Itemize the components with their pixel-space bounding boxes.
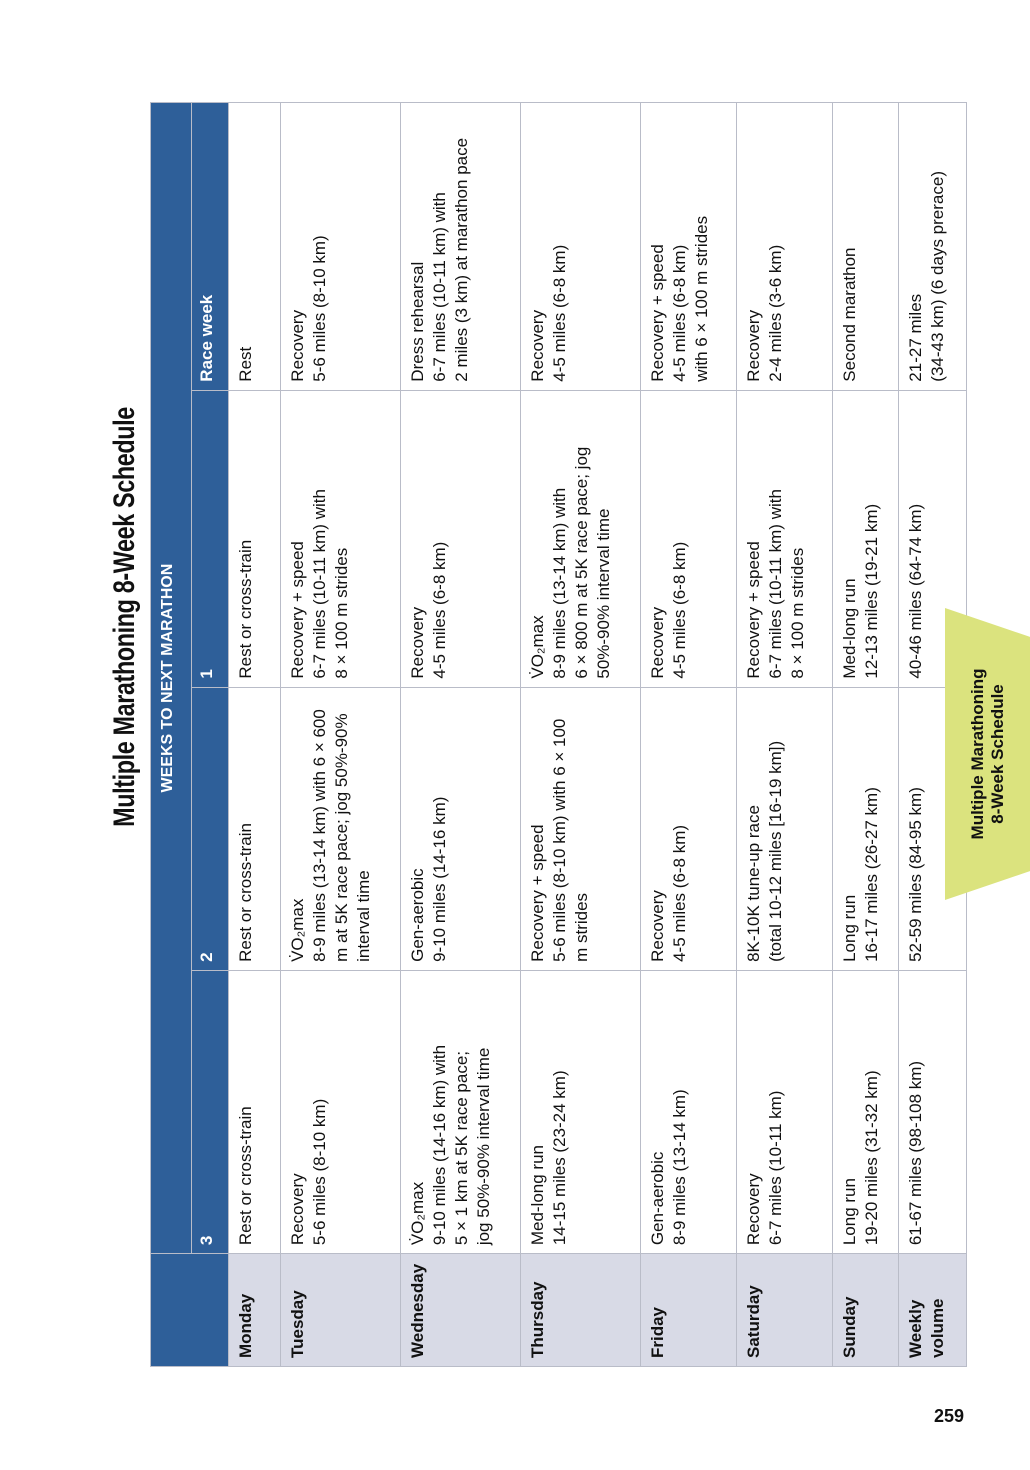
- cell-line: 21-27 miles: [906, 293, 925, 382]
- schedule-cell: [899, 970, 967, 1253]
- schedule-cell: [833, 970, 899, 1253]
- cell-line: 9-10 miles (14-16 km): [430, 796, 449, 962]
- table-row: [401, 103, 521, 1367]
- page-title: Multiple Marathoning 8-Week Schedule: [108, 407, 141, 827]
- cell-line: 4-5 miles (6-8 km): [670, 244, 689, 382]
- day-label: Thursday: [521, 1254, 641, 1367]
- cell-line: 8-9 miles (13-14 km) with: [550, 487, 569, 679]
- cell-line: 4-5 miles (6-8 km): [670, 541, 689, 679]
- schedule-cell: [737, 970, 833, 1253]
- cell-line: 16-17 miles (26-27 km): [862, 787, 881, 962]
- chapter-tab-label: [948, 608, 1028, 900]
- schedule-cell: [521, 390, 641, 687]
- cell-line: Rest or cross-train: [236, 539, 255, 679]
- schedule-cell: [641, 970, 737, 1253]
- cell-line: m strides: [572, 892, 591, 962]
- cell-line: Recovery: [648, 606, 667, 679]
- day-label: Sunday: [833, 1254, 899, 1367]
- cell-line: Rest: [236, 346, 255, 382]
- schedule-cell: [833, 103, 899, 391]
- cell-line: 6-7 miles (10-11 km) with: [430, 192, 449, 382]
- cell-line: Dress rehearsal: [408, 261, 427, 382]
- day-label: Wednesday: [401, 1254, 521, 1367]
- rotated-table-block: [100, 137, 1030, 1367]
- day-label: Weekly volume: [899, 1254, 967, 1367]
- cell-line: Recovery: [744, 309, 763, 382]
- cell-line: 8K-10K tune-up race: [744, 805, 763, 962]
- cell-line: Recovery: [288, 1173, 307, 1246]
- day-label: Saturday: [737, 1254, 833, 1367]
- schedule-table: [150, 102, 967, 1367]
- cell-line: (34-43 km) (6 days prerace): [928, 171, 947, 382]
- schedule-cell: [521, 970, 641, 1253]
- schedule-cell: [899, 103, 967, 391]
- cell-line: Rest or cross-train: [236, 823, 255, 962]
- tab-line-2: 8-Week Schedule: [988, 684, 1007, 824]
- day-label: Monday: [229, 1254, 281, 1367]
- table-inner: [100, 97, 970, 1367]
- schedule-cell: [737, 103, 833, 391]
- cell-line: 6-7 miles (10-11 km) with: [310, 489, 329, 679]
- schedule-cell: [229, 970, 281, 1253]
- schedule-cell: [281, 390, 401, 687]
- day-label: Tuesday: [281, 1254, 401, 1367]
- cell-line: (total 10-12 miles [16-19 km]): [766, 740, 785, 962]
- page-number: 259: [934, 1406, 965, 1426]
- cell-line: 61-67 miles (98-108 km): [906, 1060, 925, 1246]
- schedule-cell: [641, 390, 737, 687]
- tab-line-1: Multiple Marathoning: [968, 668, 987, 840]
- cell-line: Recovery + speed: [528, 824, 547, 962]
- schedule-cell: [229, 390, 281, 687]
- cell-line: 2-4 miles (3-6 km): [766, 244, 785, 382]
- schedule-cell: [641, 103, 737, 391]
- cell-line: Gen-aerobic: [408, 868, 427, 962]
- cell-line: with 6 × 100 m strides: [692, 215, 711, 382]
- week-column-header: Race week: [192, 103, 229, 391]
- table-row: [641, 103, 737, 1367]
- cell-line: 2 miles (3 km) at marathon pace: [452, 137, 471, 382]
- cell-line: 52-59 miles (84-95 km): [906, 787, 925, 962]
- cell-line: Second marathon: [840, 247, 859, 382]
- cell-line: 14-15 miles (23-24 km): [550, 1070, 569, 1246]
- cell-line: Recovery: [288, 309, 307, 382]
- cell-line: V̇O₂max: [408, 1181, 427, 1246]
- cell-line: 6-7 miles (10-11 km): [766, 1090, 785, 1246]
- table-row: [737, 103, 833, 1367]
- cell-line: 4-5 miles (6-8 km): [430, 541, 449, 679]
- schedule-cell: [521, 687, 641, 970]
- cell-line: Recovery: [648, 890, 667, 962]
- cell-line: Recovery: [744, 1173, 763, 1246]
- schedule-cell: [833, 687, 899, 970]
- schedule-cell: [641, 687, 737, 970]
- cell-line: 5 × 1 km at 5K race pace;: [452, 1050, 471, 1246]
- cell-line: 12-13 miles (19-21 km): [862, 503, 881, 679]
- week-column-header: 1: [192, 390, 229, 687]
- table-row: [833, 103, 899, 1367]
- cell-line: jog 50%-90% interval time: [474, 1047, 493, 1246]
- section-header: WEEKS TO NEXT MARATHON: [151, 103, 192, 1254]
- cell-line: 19-20 miles (31-32 km): [862, 1070, 881, 1246]
- schedule-cell: [737, 390, 833, 687]
- cell-line: Long run: [840, 1178, 859, 1246]
- week-column-header: 2: [192, 687, 229, 970]
- cell-line: 5-6 miles (8-10 km): [310, 235, 329, 382]
- cell-line: 4-5 miles (6-8 km): [550, 244, 569, 382]
- schedule-cell: [281, 687, 401, 970]
- cell-line: V̇O₂max: [528, 615, 547, 679]
- cell-line: Med-long run: [840, 578, 859, 679]
- week-column-header: 3: [192, 970, 229, 1253]
- table-row: [229, 103, 281, 1367]
- schedule-cell: [737, 687, 833, 970]
- table-row: [521, 103, 641, 1367]
- cell-line: Recovery + speed: [744, 541, 763, 679]
- cell-line: Recovery + speed: [648, 244, 667, 382]
- cell-line: 6 × 800 m at 5K race pace; jog: [572, 446, 591, 679]
- cell-line: Gen-aerobic: [648, 1151, 667, 1246]
- cell-line: Recovery: [408, 606, 427, 679]
- cell-line: 9-10 miles (14-16 km) with: [430, 1044, 449, 1246]
- cell-line: V̇O₂max: [288, 898, 307, 962]
- cell-line: 8 × 100 m strides: [332, 547, 351, 679]
- table-row: [281, 103, 401, 1367]
- cell-line: Recovery + speed: [288, 541, 307, 679]
- schedule-cell: [229, 687, 281, 970]
- day-label: Friday: [641, 1254, 737, 1367]
- schedule-cell: [833, 390, 899, 687]
- cell-line: 8-9 miles (13-14 km) with 6 × 600: [310, 709, 329, 962]
- cell-line: 50%-90% interval time: [594, 508, 613, 679]
- schedule-cell: [281, 970, 401, 1253]
- cell-line: 5-6 miles (8-10 km) with 6 × 100: [550, 718, 569, 962]
- cell-line: Long run: [840, 894, 859, 962]
- cell-line: Med-long run: [528, 1145, 547, 1246]
- cell-line: 40-46 miles (64-74 km): [906, 503, 925, 679]
- cell-line: 8-9 miles (13-14 km): [670, 1089, 689, 1246]
- cell-line: 8 × 100 m strides: [788, 547, 807, 679]
- cell-line: m at 5K race pace; jog 50%-90%: [332, 713, 351, 962]
- schedule-cell: [401, 390, 521, 687]
- cell-line: 4-5 miles (6-8 km): [670, 824, 689, 962]
- cell-line: Recovery: [528, 309, 547, 382]
- cell-line: 5-6 miles (8-10 km): [310, 1098, 329, 1246]
- cell-line: interval time: [354, 870, 373, 962]
- schedule-cell: [281, 103, 401, 391]
- schedule-cell: [401, 970, 521, 1253]
- cell-line: 6-7 miles (10-11 km) with: [766, 489, 785, 679]
- header-corner: [151, 1254, 229, 1367]
- schedule-cell: [521, 103, 641, 391]
- schedule-cell: [401, 687, 521, 970]
- schedule-cell: [401, 103, 521, 391]
- schedule-cell: [229, 103, 281, 391]
- cell-line: Rest or cross-train: [236, 1106, 255, 1246]
